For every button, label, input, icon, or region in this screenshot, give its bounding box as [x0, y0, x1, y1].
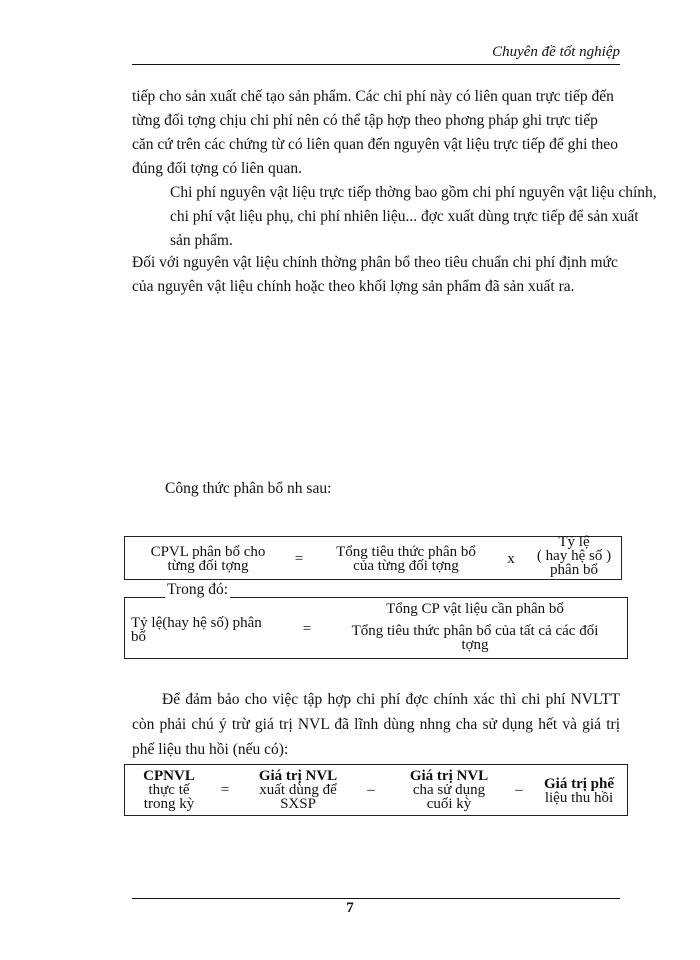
formula2-left-line1: Tỷ lệ(hay hệ số) phân — [131, 615, 262, 631]
paragraph-1: tiếp cho sản xuất chế tạo sản phẩm. Các chi phí này có liên quan trực tiếp đến từng đối tợng chịu chi phí nên có thể tập hợp theo phơng pháp ghi trực tiếp căn cứ trên các chứng từ có liên quan đến nguyên vật liệu trực tiếp để ghi theo đúng đối tợng có liên quan. — [132, 88, 618, 177]
formula3-scrap-value — [533, 777, 625, 805]
formula3-c4-line1: Giá trị phế — [544, 776, 614, 792]
formula2-denominator — [330, 624, 620, 652]
formula1-right-line2: ( hay hệ số ) — [536, 548, 612, 564]
ratio-formula-box — [124, 597, 628, 659]
formula3-c1-line1: CPNVL — [143, 768, 195, 784]
paragraph-4: Để đảm bảo cho việc tập hợp chi phí đợc chính xác thì chi phí NVLTT còn phải chú ý trừ giá trị NVL đã lĩnh dùng nhng cha sử dụng hết và giá trị phế liệu thu hồi (nếu có): — [132, 691, 620, 758]
formula2-left — [131, 616, 289, 644]
formula3-c3-line2: cha sử dụng — [412, 782, 486, 798]
formula3-minus-2: – — [515, 782, 523, 798]
formula2-denominator-line1: Tổng tiêu thức phân bổ của tất cả các đối — [351, 623, 599, 639]
footer-rule — [132, 898, 620, 899]
formula2-equals: = — [302, 621, 312, 637]
formula1-times: x — [507, 551, 515, 567]
formula3-equals: = — [220, 782, 230, 798]
formula3-c2-line2: xuất dùng để — [259, 782, 337, 798]
formula3-c2-line3: SXSP — [280, 796, 316, 812]
formula3-c1-line2: thực tế — [148, 782, 190, 798]
formula1-left-line2: từng đối tợng — [167, 558, 249, 574]
formula-intro: Công thức phân bổ nh sau: — [165, 480, 332, 497]
header-title: Chuyên đề tốt nghiệp — [492, 44, 620, 60]
paragraph-3: Đối với nguyên vật liệu chính thờng phân bổ theo tiêu chuẩn chi phí định mức của nguyên vật liệu chính hoặc theo khối lợng sản phẩm đã sản xuất ra. — [132, 254, 618, 295]
formula2-denominator-line2: tợng — [461, 637, 489, 653]
formula1-right-line3: phân bổ — [550, 562, 598, 578]
formula1-left — [133, 545, 283, 573]
formula3-c4-line2: liệu thu hồi — [544, 790, 614, 806]
formula2-left-line2: bổ — [131, 629, 146, 645]
formula1-equals: = — [294, 551, 304, 567]
formula1-mid-line1: Tổng tiêu thức phân bổ — [336, 544, 476, 560]
formula3-c3-line1: Giá trị NVL — [409, 768, 489, 784]
formula1-right-line1: Tỷ lệ — [558, 534, 590, 550]
where-label: Trong đó: — [167, 581, 229, 598]
formula3-c2-line1: Giá trị NVL — [258, 768, 338, 784]
formula1-right — [529, 535, 619, 577]
formula2-numerator: Tổng CP vật liệu cần phân bổ — [386, 601, 564, 617]
header-rule — [132, 64, 620, 65]
page-number: 7 — [346, 900, 354, 916]
paragraph-2: Chi phí nguyên vật liệu trực tiếp thờng bao gồm chi phí nguyên vật liệu chính, chi phí vật liệu phụ, chi phí nhiên liệu... đợc xuất dùng trực tiếp để sản xuất sản phẩm. — [170, 184, 657, 249]
formula3-c1-line3: trong kỳ — [143, 796, 195, 812]
page-header — [132, 44, 620, 62]
formula3-issued-value — [243, 769, 353, 811]
formula1-mid-line2: của từng đối tợng — [353, 558, 459, 574]
formula3-c3-line3: cuối kỳ — [426, 796, 472, 812]
formula3-actual-cost — [129, 769, 209, 811]
actual-cost-formula-box — [124, 764, 628, 816]
formula1-left-line1: CPVL phân bổ cho — [150, 544, 266, 560]
formula3-minus-1: – — [367, 782, 375, 798]
allocation-formula-box — [124, 536, 622, 580]
formula3-unused-value — [389, 769, 509, 811]
formula1-middle — [321, 545, 491, 573]
